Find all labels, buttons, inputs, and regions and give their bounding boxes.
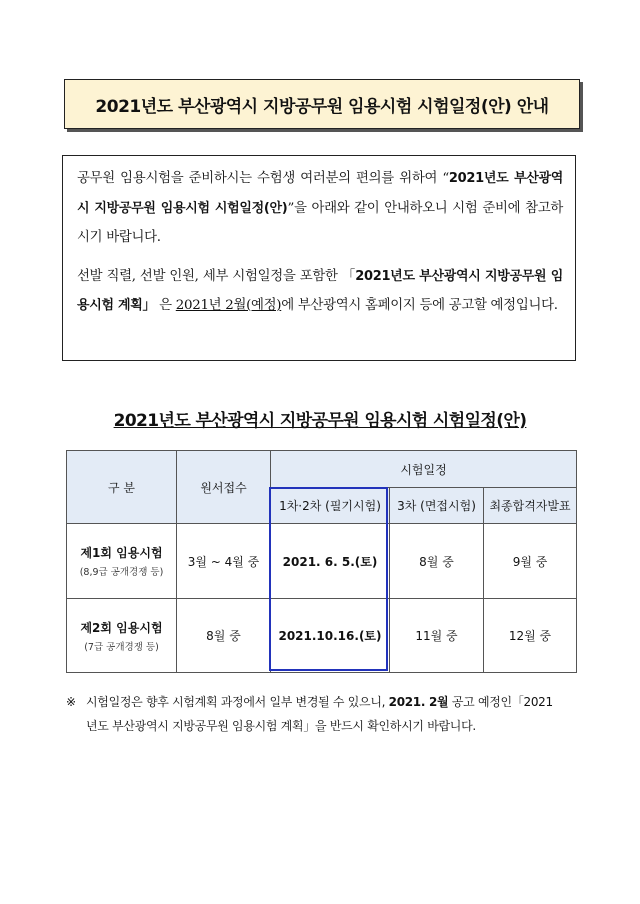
row-sub: (8,9급 공개경쟁 등)	[79, 567, 164, 578]
notice-bold-text: 2021년도 부산광역시 지방공무원 임용시험 시험일정(안)	[77, 171, 563, 216]
footnote	[66, 690, 578, 738]
row-stage1: 2021.10.16.(토)	[271, 599, 390, 673]
footnote-bold-date: 2021. 2월	[388, 695, 449, 709]
footnote-text: 시험일정은 향후 시험계획 과정에서 일부 변경될 수 있으니,	[86, 695, 389, 709]
notice-underlined-date: 2021년 2월(예정)	[175, 298, 282, 313]
notice-text: 공무원 임용시험을 준비하시는 수험생 여러분의 편의를 위하여 “	[77, 171, 449, 186]
table-row	[67, 599, 577, 673]
schedule-title: 2021년도 부산광역시 지방공무원 임용시험 시험일정(안)	[113, 411, 527, 431]
footnote-mark: ※	[66, 695, 76, 709]
page-title	[64, 79, 580, 129]
notice-text: 에 부산광역시 홈페이지 등에 공고할 예정입니다.	[281, 298, 558, 313]
notice-paragraph-1	[77, 164, 563, 253]
header-stage3: 3차 (면접시험)	[390, 488, 484, 524]
row-name: 제2회 임용시험	[80, 620, 163, 635]
row-stage1: 2021. 6. 5.(토)	[271, 524, 390, 599]
notice-text: ”을 아래와 같이 안내하오니 시험 준비에 참고하시기 바랍니다.	[77, 200, 563, 245]
row-name: 제1회 임용시험	[80, 546, 163, 560]
notice-text: 선발 직렬, 선발 인원, 세부 시험일정을 포함한 「	[77, 268, 356, 284]
row-name-cell	[67, 599, 177, 673]
page-title-text: 2021년도 부산광역시 지방공무원 임용시험 시험일정(안) 안내	[95, 96, 549, 117]
table-row	[67, 524, 577, 599]
row-name-cell	[67, 524, 177, 599]
notice-box	[62, 155, 576, 361]
header-exam-schedule: 시험일정	[271, 451, 577, 488]
notice-text: 은	[155, 298, 176, 313]
schedule-table	[66, 450, 577, 673]
footnote-text-line2: 년도 부산광역시 지방공무원 임용시험 계획」을 반드시 확인하시기 바랍니다.	[86, 719, 476, 733]
header-final: 최종합격자발표	[484, 488, 577, 524]
row-application: 8월 중	[177, 599, 271, 673]
row-application: 3월 ~ 4월 중	[177, 524, 271, 599]
row-stage3: 8월 중	[390, 524, 484, 599]
row-sub: (7급 공개경쟁 등)	[84, 641, 159, 653]
footnote-text: 공고 예정인「2021	[448, 695, 553, 709]
row-final: 9월 중	[484, 524, 577, 599]
header-category: 구 분	[67, 451, 177, 524]
notice-paragraph-2	[77, 262, 563, 321]
notice-bold-text: 2021년도 부산광역시 지방공무원 임용시험 계획」	[77, 268, 563, 313]
row-final: 12월 중	[484, 599, 577, 673]
header-application: 원서접수	[177, 451, 271, 524]
header-stage1: 1차·2차 (필기시험)	[271, 488, 390, 524]
row-stage3: 11월 중	[390, 599, 484, 673]
